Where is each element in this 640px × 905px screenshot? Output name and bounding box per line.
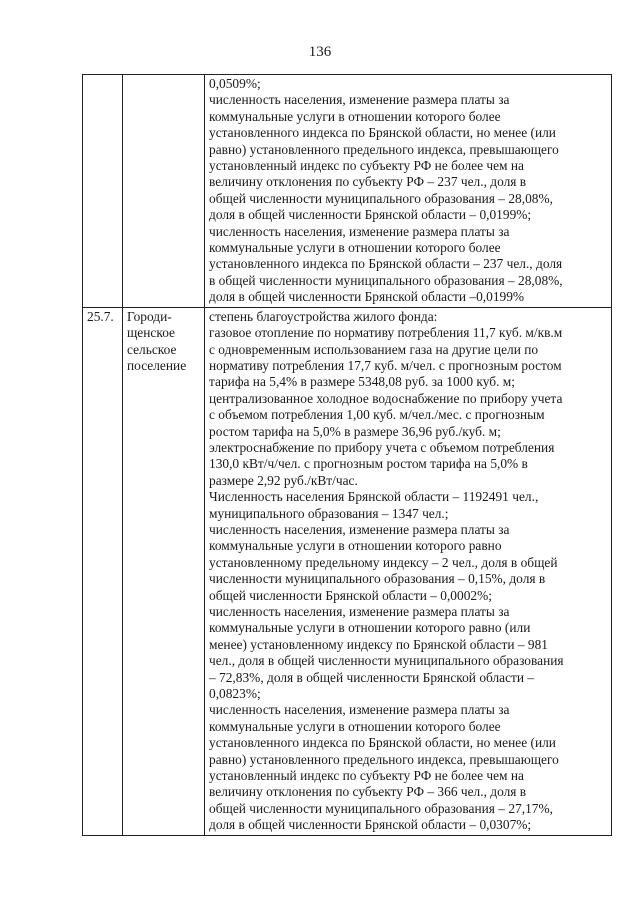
description-cell (205, 307, 612, 835)
municipality-name-line: поселение (127, 357, 187, 373)
description-line: 0,0823%; (209, 686, 261, 702)
description-line: централизованное холодное водоснабжение по прибору учета (209, 390, 563, 406)
description-line: ростом тарифа на 5,0% в размере 36,96 руб./куб. м; (209, 423, 501, 439)
description-line: численности муниципального образования – 0,15%, доля в (209, 571, 546, 587)
description-line: с одновременным использованием газа на другие цели по (209, 341, 539, 357)
description-line: чел., доля в общей численности муниципального образования (209, 653, 564, 669)
description-line: газовое отопление по нормативу потребления 11,7 куб. м/кв.м (209, 325, 563, 341)
municipality-name-cell (123, 307, 205, 835)
description-line: – 72,83%, доля в общей численности Брянской области – (209, 669, 535, 685)
description-line: менее) установленному индексу по Брянской области – 981 (209, 636, 549, 652)
description-line: доля в общей численности Брянской области –0,0199% (209, 289, 525, 305)
description-line: численность населения, изменение размера платы за (209, 702, 510, 718)
table-row (83, 307, 612, 835)
description-line: численность населения, изменение размера платы за (209, 521, 510, 537)
description-line: размере 2,92 руб./кВт/час. (209, 472, 358, 488)
description-line: доля в общей численности Брянской области – 0,0307%; (209, 817, 532, 833)
municipality-name-line: Городи- (127, 308, 172, 324)
description-line: коммунальные услуги в отношении которого более (209, 718, 501, 734)
description-line: Численность населения Брянской области – 1192491 чел., (209, 489, 539, 505)
municipality-name-cell (123, 75, 205, 308)
description-line: равно) установленного предельного индекса, превышающего (209, 141, 559, 157)
municipality-name-line: щенское (127, 325, 175, 341)
description-line: установленному предельному индексу – 2 чел., доля в общей (209, 554, 558, 570)
description-line: нормативу потребления 17,7 куб. м/чел. с прогнозным ростом (209, 357, 562, 373)
description-line: степень благоустройства жилого фонда: (209, 308, 438, 324)
description-line: муниципального образования – 1347 чел.; (209, 505, 449, 521)
description-line: установленный индекс по субъекту РФ не более чем на (209, 158, 524, 174)
description-line: общей численности муниципального образования – 28,08%, (209, 190, 553, 206)
description-line: доля в общей численности Брянской области – 0,0199%; (209, 207, 532, 223)
description-line: коммунальные услуги в отношении которого равно (209, 538, 502, 554)
description-line: численность населения, изменение размера платы за (209, 223, 510, 239)
description-line: коммунальные услуги в отношении которого более (209, 240, 501, 256)
description-line: 0,0509%; (209, 76, 261, 91)
row-number-cell: 25.7. (83, 307, 123, 835)
description-line: численность населения, изменение размера платы за (209, 604, 510, 619)
page-number: 136 (308, 44, 332, 60)
description-line: установленного индекса по Брянской области – 237 чел., доля (209, 256, 563, 272)
description-line: 130,0 кВт/ч/чел. с прогнозным ростом тарифа на 5,0% в (209, 456, 528, 472)
description-line: общей численности муниципального образования – 27,17%, (209, 800, 553, 816)
description-cell (205, 75, 612, 308)
description-line: коммунальные услуги в отношении которого более (209, 108, 501, 124)
description-line: установленного индекса по Брянской области, но менее (или (209, 125, 556, 141)
description-line: установленного индекса по Брянской области, но менее (или (209, 735, 556, 751)
description-line: установленный индекс по субъекту РФ не более чем на (209, 768, 524, 784)
row-number-cell (83, 75, 123, 308)
document-table (82, 74, 612, 836)
municipality-name-line: сельское (127, 341, 177, 357)
description-line: величину отклонения по субъекту РФ – 237 чел., доля в (209, 174, 527, 190)
description-line: величину отклонения по субъекту РФ – 366 чел., доля в (209, 784, 527, 800)
description-line: тарифа на 5,4% в размере 5348,08 руб. за 1000 куб. м; (209, 374, 515, 390)
description-line: в общей численности муниципального образования – 28,08%, (209, 272, 563, 288)
description-line: численность населения, изменение размера платы за (209, 92, 510, 108)
document-table-body (83, 75, 612, 836)
table-row (83, 75, 612, 308)
description-line: электроснабжение по прибору учета с объемом потребления (209, 439, 555, 455)
description-line: с объемом потребления 1,00 куб. м/чел./мес. с прогнозным (209, 407, 545, 423)
description-line: равно) установленного предельного индекса, превышающего (209, 751, 559, 767)
description-line: коммунальные услуги в отношении которого равно (или (209, 620, 531, 636)
description-line: общей численности Брянской области – 0,0002%; (209, 587, 492, 603)
